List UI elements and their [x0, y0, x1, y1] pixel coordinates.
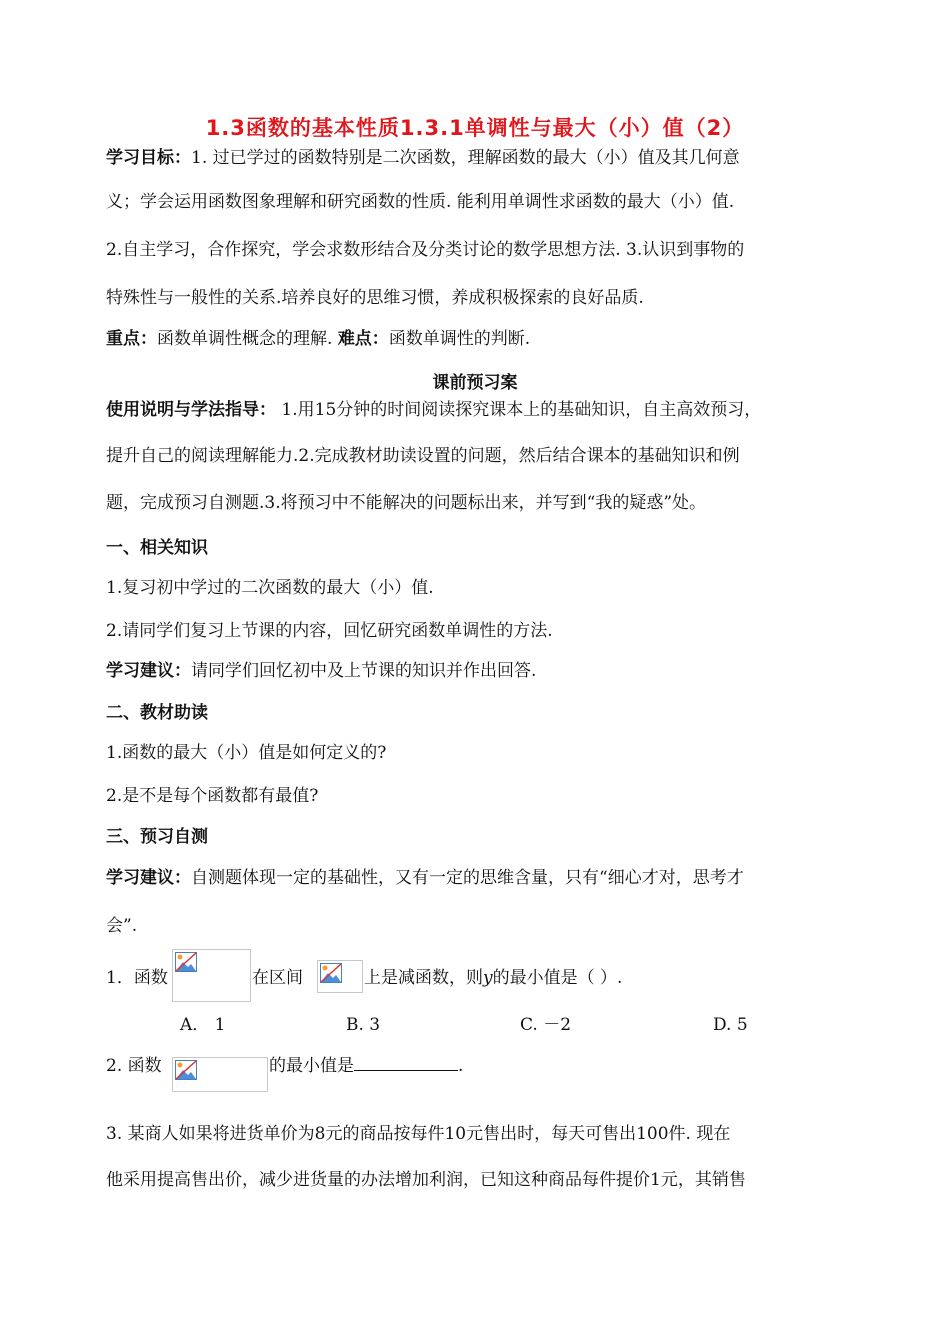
part1-heading: 一、相关知识	[106, 538, 208, 558]
q1-var: y	[483, 968, 493, 988]
q2-end-text	[269, 1054, 463, 1078]
q1-option-c: C. －2	[520, 1015, 572, 1035]
part3-tip-text-1: 自测题体现一定的基础性，又有一定的思维含量，只有“细心才对，思考才	[191, 868, 744, 888]
instructions-line-1	[106, 398, 866, 422]
goals-line-3: 2.自主学习，合作探究，学会求数形结合及分类讨论的数学思想方法. 3.认识到事物的	[106, 240, 745, 260]
key-points-line	[106, 327, 866, 351]
q1-mid-text: 在区间	[252, 968, 303, 988]
instructions-line-2: 提升自己的阅读理解能力.2.完成教材助读设置的问题，然后结合课本的基础知识和例	[106, 446, 740, 466]
difficulty-label: 难点：	[337, 329, 389, 349]
part1-tip-text: 请同学们回忆初中及上节课的知识并作出回答.	[191, 661, 537, 681]
instructions-line-3: 题，完成预习自测题.3.将预习中不能解决的问题标出来，并写到“我的疑惑”处。	[106, 493, 707, 513]
part2-heading: 二、教材助读	[106, 703, 208, 723]
q1-after: 上是减函数，则	[364, 968, 483, 988]
goals-text-1: 1. 过已学过的函数特别是二次函数，理解函数的最大（小）值及其几何意	[191, 148, 740, 168]
part3-heading: 三、预习自测	[106, 827, 208, 847]
instructions-text-1: 1.用15分钟的时间阅读探究课本上的基础知识，自主高效预习，	[276, 400, 762, 420]
part3-tip-line-2: 会”.	[106, 916, 138, 936]
q1-interval-image	[317, 960, 363, 993]
q2-tail: .	[458, 1056, 464, 1076]
goals-line-4: 特殊性与一般性的关系.培养良好的思维习惯，养成积极探索的良好品质.	[106, 288, 644, 308]
part3-tip-label: 学习建议：	[106, 868, 191, 888]
q2-end: 的最小值是	[269, 1056, 354, 1076]
q1-prefix: 1．函数	[106, 968, 168, 988]
question-3-line-1: 3. 某商人如果将进货单价为8元的商品按每件10元售出时，每天可售出100件. 现在	[106, 1124, 731, 1144]
q1-option-d: D. 5	[713, 1015, 748, 1035]
goals-line-2: 义；学会运用函数图象理解和研究函数的性质. 能利用单调性求函数的最大（小）值.	[106, 192, 735, 212]
broken-image-icon	[320, 963, 342, 983]
part1-item-1: 1.复习初中学过的二次函数的最大（小）值.	[106, 578, 434, 598]
answer-blank[interactable]	[354, 1054, 458, 1071]
part1-tip-label: 学习建议：	[106, 661, 191, 681]
part2-item-1: 1.函数的最大（小）值是如何定义的?	[106, 743, 387, 763]
goals-label: 学习目标：	[106, 148, 191, 168]
part2-item-2: 2.是不是每个函数都有最值?	[106, 786, 319, 806]
q1-formula-image	[172, 949, 251, 1002]
part1-item-2: 2.请同学们复习上节课的内容，回忆研究函数单调性的方法.	[106, 621, 553, 641]
part3-tip-line-1	[106, 866, 866, 890]
q2-formula-image	[172, 1057, 268, 1092]
broken-image-icon	[175, 952, 197, 972]
difficulty-text: 函数单调性的判断.	[388, 329, 531, 349]
q1-after-text	[364, 966, 622, 990]
q1-end: 的最小值是（ ）.	[492, 968, 623, 988]
key-text: 函数单调性概念的理解.	[157, 329, 338, 349]
q1-option-a: A． 1	[180, 1015, 226, 1035]
q2-prefix: 2. 函数	[106, 1056, 162, 1076]
key-label: 重点：	[106, 329, 157, 349]
broken-image-icon	[175, 1060, 197, 1080]
q1-option-b: B. 3	[346, 1015, 381, 1035]
document-title: 1.3函数的基本性质1.3.1单调性与最大（小）值（2）	[205, 116, 745, 140]
goals-line-1	[106, 146, 866, 170]
section-title: 课前预习案	[432, 373, 518, 393]
question-3-line-2: 他采用提高售出价，减少进货量的办法增加利润，已知这种商品每件提价1元，其销售	[106, 1170, 746, 1190]
part1-tip	[106, 659, 866, 683]
instructions-label: 使用说明与学法指导：	[106, 400, 276, 420]
